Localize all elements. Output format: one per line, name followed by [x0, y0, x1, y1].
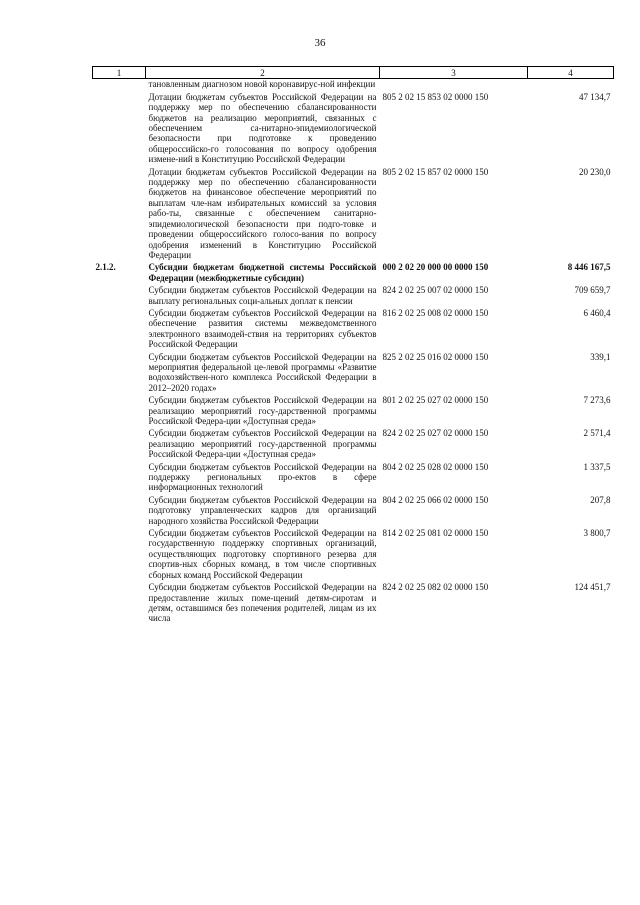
- row-description: Дотации бюджетам субъектов Российской Федерации на поддержку мер по обеспечению сбалансированности бюджетов на финансовое обеспечение мероприятий по выплатам чле-нам избирательных комиссий за условия рабо-ты, связанные с обеспечением санитарно-эпидемиологической безопасности при подго-товке и проведении общероссийского голосо-вания по вопросу одобрения изменений в Конституцию Российской Федерации: [148, 166, 377, 260]
- table-row: [93, 283, 614, 306]
- row-number: [93, 426, 146, 459]
- table-row: [93, 79, 614, 90]
- row-number: [93, 493, 146, 526]
- row-number: [93, 90, 146, 165]
- row-number: [93, 283, 146, 306]
- table-row: [93, 350, 614, 394]
- row-number: [93, 393, 146, 426]
- row-number: [93, 460, 146, 493]
- row-amount: 6 460,4: [583, 307, 611, 318]
- budget-classification-code: 814 2 02 25 081 02 0000 150: [382, 528, 489, 539]
- budget-classification-code: 000 2 02 20 000 00 0000 150: [382, 262, 489, 273]
- table-row: [93, 306, 614, 350]
- budget-table: [92, 66, 614, 624]
- row-amount: 1 337,5: [583, 461, 611, 472]
- budget-classification-code: 825 2 02 25 016 02 0000 150: [382, 351, 489, 362]
- budget-classification-code: 824 2 02 25 027 02 0000 150: [382, 428, 489, 439]
- row-amount: 8 446 167,5: [567, 262, 611, 273]
- table-row: [93, 165, 614, 261]
- budget-classification-code: 824 2 02 25 007 02 0000 150: [382, 285, 489, 296]
- row-number: [93, 79, 146, 90]
- row-number: [93, 165, 146, 261]
- budget-classification-code: 804 2 02 25 028 02 0000 150: [382, 461, 489, 472]
- row-amount: 20 230,0: [579, 166, 611, 177]
- budget-classification-code: 804 2 02 25 066 02 0000 150: [382, 494, 489, 505]
- column-header: 2: [146, 67, 380, 79]
- row-amount: 7 273,6: [583, 395, 611, 406]
- row-description: Субсидии бюджетам субъектов Российской Федерации на реализацию мероприятий госу-дарственной программы Российской Федера-ции «Доступная среда»: [148, 395, 377, 426]
- table-row: [93, 580, 614, 624]
- column-header: 4: [528, 67, 614, 79]
- table-row: [93, 493, 614, 526]
- row-amount: 339,1: [590, 351, 611, 362]
- budget-classification-code: 805 2 02 15 853 02 0000 150: [382, 91, 489, 102]
- row-amount: 709 659,7: [574, 285, 611, 296]
- table-row: [93, 260, 614, 283]
- page-number: 36: [314, 37, 326, 49]
- column-header: 1: [93, 67, 146, 79]
- row-description: Субсидии бюджетам субъектов Российской Федерации на государственную поддержку спортивных организаций, осуществляющих подготовку спортивного резерва для спортив-ных сборных команд, в том числе спортивных сборных команд Российской Федерации: [148, 528, 377, 580]
- row-number: [93, 526, 146, 580]
- row-amount: 47 134,7: [579, 91, 611, 102]
- row-description: Дотации бюджетам субъектов Российской Федерации на поддержку мер по обеспечению сбалансированности бюджетов на реализацию мероприятий, связанных с обеспечением са-нитарно-эпидемиологической безопасности при подготовке к проведению общероссийско-го голосования по вопросу одобрения измене-ний в Конституцию Российской Федерации: [148, 91, 377, 165]
- row-amount: 3 800,7: [583, 528, 611, 539]
- budget-classification-code: 824 2 02 25 082 02 0000 150: [382, 582, 489, 593]
- budget-classification-code: [380, 79, 528, 90]
- row-amount: [528, 79, 614, 90]
- row-description: Субсидии бюджетам субъектов Российской Федерации на предоставление жилых поме-щений детям-сиротам и детям, оставшимся без попечения родителей, лицам из их числа: [148, 582, 377, 624]
- row-description: Субсидии бюджетам субъектов Российской Федерации на подготовку управленческих кадров для организаций народного хозяйства Российской Федерации: [148, 494, 377, 526]
- row-description: Субсидии бюджетам субъектов Российской Федерации на поддержку региональных про-ектов в сфере информационных технологий: [148, 461, 377, 493]
- row-description: Субсидии бюджетам субъектов Российской Федерации на выплату региональных соци-альных доплат к пенсии: [148, 285, 377, 306]
- column-header: 3: [380, 67, 528, 79]
- row-number: [93, 580, 146, 624]
- row-number: [93, 350, 146, 394]
- row-description: Субсидии бюджетам субъектов Российской Федерации на реализацию мероприятий госу-дарственной программы Российской Федера-ции «Доступная среда»: [148, 428, 377, 460]
- table-row: [93, 426, 614, 459]
- table-row: [93, 526, 614, 580]
- row-number: [93, 306, 146, 350]
- row-description: тановленным диагнозом новой коронавирус-ной инфекции: [148, 79, 376, 90]
- row-amount: 124 451,7: [574, 582, 611, 593]
- row-description: Субсидии бюджетам бюджетной системы Российской Федерации (межбюджетные субсидии): [148, 262, 377, 283]
- budget-classification-code: 801 2 02 25 027 02 0000 150: [382, 395, 489, 406]
- table-header-row: [93, 67, 614, 79]
- row-amount: 2 571,4: [583, 428, 611, 439]
- row-description: Субсидии бюджетам субъектов Российской Федерации на мероприятия федеральной це-левой программы «Развитие водохозяйствен-ного комплекса Российской Федерации в 2012–2020 годах»: [148, 351, 377, 393]
- row-number: 2.1.2.: [95, 262, 116, 273]
- row-description: Субсидии бюджетам субъектов Российской Федерации на обеспечение развития системы межведомственного электронного взаимодей-ствия на территориях субъектов Российской Федерации: [148, 307, 377, 350]
- budget-classification-code: 816 2 02 25 008 02 0000 150: [382, 307, 489, 318]
- budget-classification-code: 805 2 02 15 857 02 0000 150: [382, 166, 489, 177]
- table-row: [93, 90, 614, 165]
- table-row: [93, 460, 614, 493]
- row-amount: 207,8: [590, 494, 611, 505]
- table-row: [93, 393, 614, 426]
